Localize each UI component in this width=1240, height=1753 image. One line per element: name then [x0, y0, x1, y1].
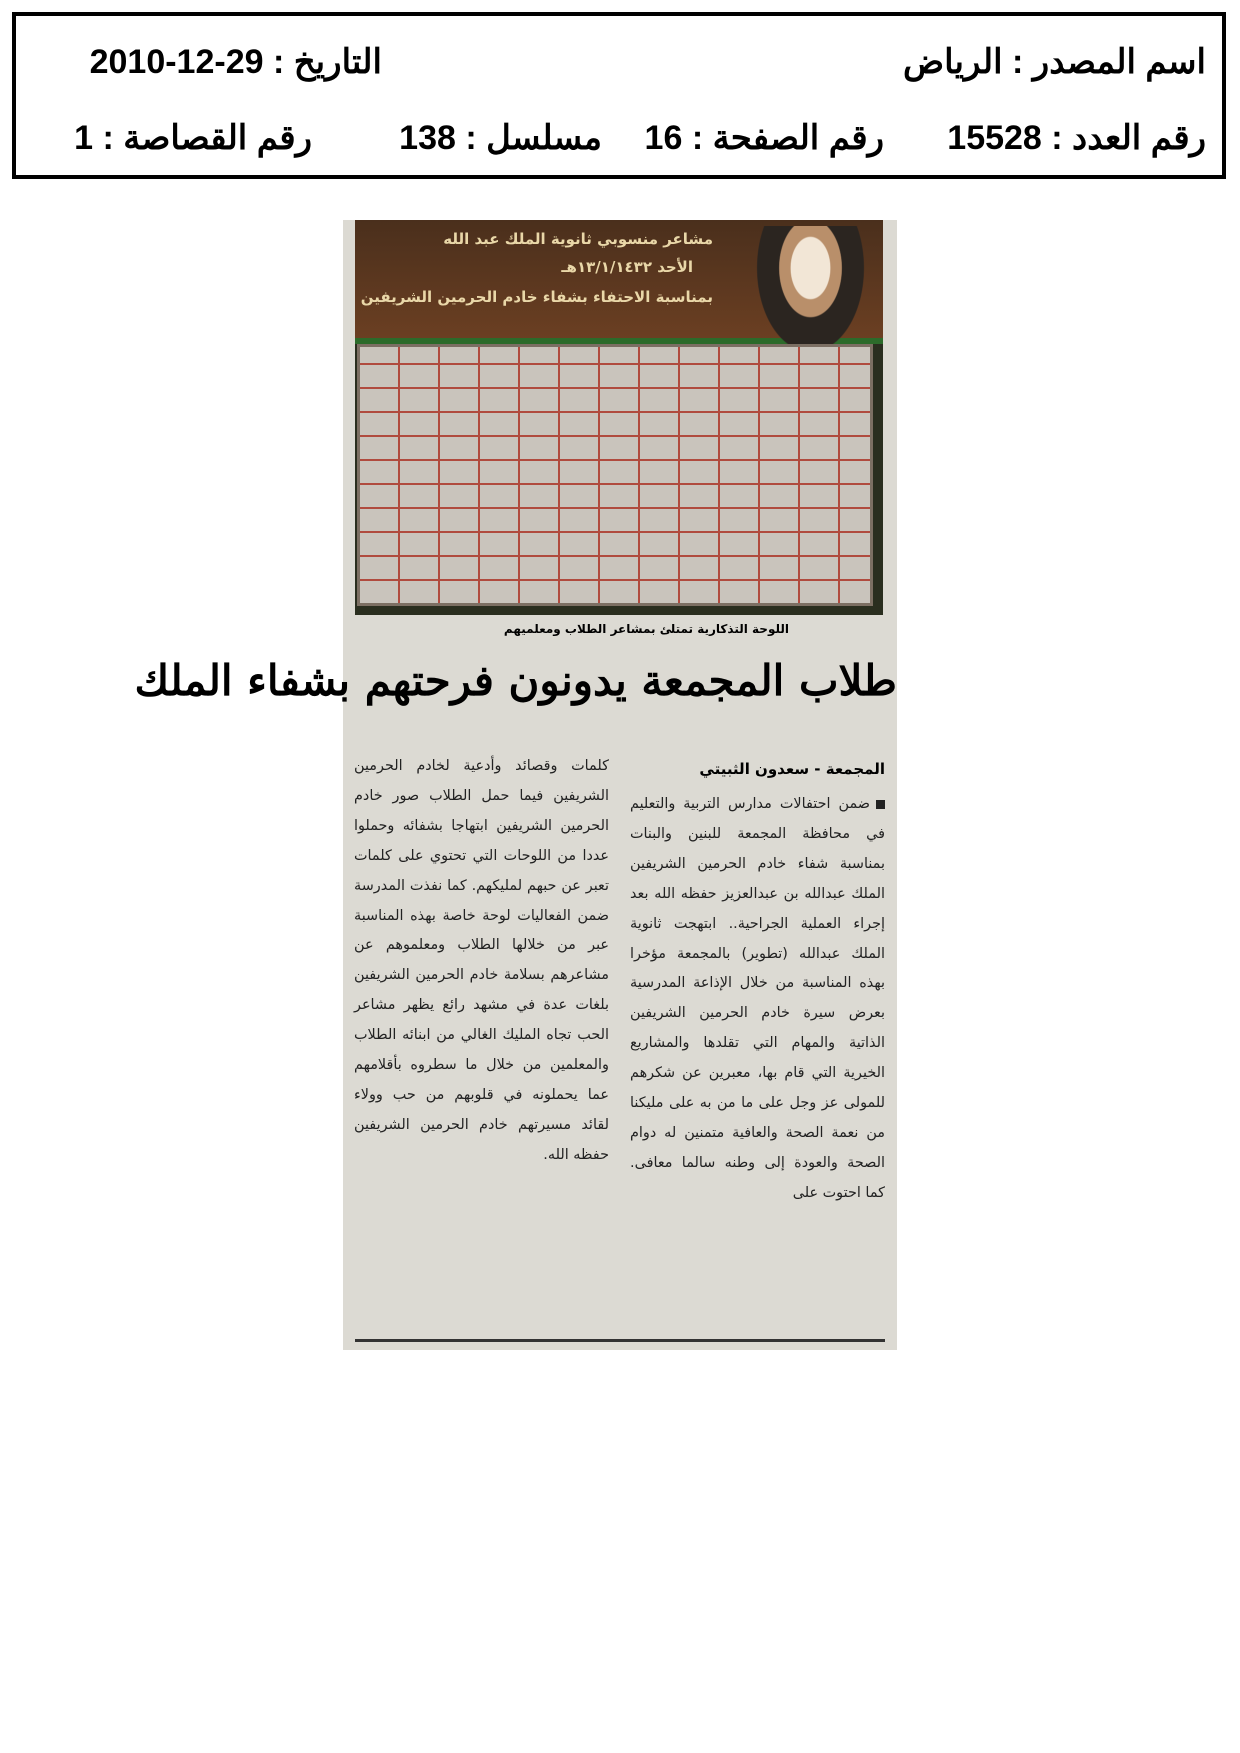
- issue-field: [947, 118, 1206, 158]
- clipping-header: [12, 12, 1226, 179]
- clipping-value: 1: [74, 119, 94, 157]
- banner-line-1: مشاعر منسوبي ثانوية الملك عبد الله: [443, 230, 713, 248]
- serial-field: [399, 118, 602, 158]
- clipping-label: رقم القصاصة :: [102, 119, 312, 157]
- serial-label: مسلسل :: [465, 119, 602, 157]
- date-label: التاريخ :: [272, 43, 382, 81]
- page-label: رقم الصفحة :: [691, 119, 884, 157]
- date-field: [90, 42, 382, 82]
- newspaper-clipping: [134, 220, 897, 1350]
- bottom-rule: [355, 1339, 885, 1342]
- column-left-text: كلمات وقصائد وأدعية لخادم الحرمين الشريفين فيما حمل الطلاب صور خادم الحرمين الشريفين ابتهاجا بشفائه وحملوا عددا من اللوحات التي تحتوي على كلمات تعبر عن حبهم لمليكهم. كما نفذت المدرسة ضمن الفعاليات لوحة خاصة بهذه المناسبة عبر من خلالها الطلاب ومعلموهم عن مشاعرهم بسلامة خادم الحرمين الشريفين بلغات عدة في مشهد رائع يظهر مشاعر الحب تجاه المليك الغالي من ابنائه الطلاب والمعلمين من خلال ما سطروه بأقلامهم عما يحملونه في قلوبهم من حب وولاء لقائد مسيرتهم خادم الحرمين الشريفين حفظه الله.: [354, 758, 609, 1163]
- photo-caption: اللوحة التذكارية تمتلئ بمشاعر الطلاب ومعلميهم: [503, 622, 789, 636]
- article-byline: المجمعة - سعدون الثبيتي: [699, 760, 885, 778]
- issue-label: رقم العدد :: [1051, 119, 1206, 157]
- issue-value: 15528: [947, 119, 1042, 157]
- article-column-right: [630, 790, 885, 1209]
- article-photo: [355, 220, 883, 615]
- source-label: اسم المصدر :: [1012, 43, 1206, 81]
- photo-banner: [355, 220, 883, 344]
- article-headline: طلاب المجمعة يدونون فرحتهم بشفاء الملك: [134, 656, 897, 705]
- source-field: [903, 42, 1206, 82]
- page-field: [645, 118, 884, 158]
- banner-line-3: بمناسبة الاحتفاء بشفاء خادم الحرمين الشريفين: [360, 288, 713, 306]
- column-right-text: ضمن احتفالات مدارس التربية والتعليم في محافظة المجمعة للبنين والبنات بمناسبة شفاء خادم الحرمين الشريفين الملك عبدالله بن عبدالعزيز حفظه الله بعد إجراء العملية الجراحية.. ابتهجت ثانوية الملك عبدالله (تطوير) بالمجمعة مؤخرا بهذه المناسبة من خلال الإذاعة المدرسية بعرض سيرة خادم الحرمين الشريفين الذاتية والمهام التي تقلدها والمشاريع الخيرية التي قام بها، معبرين عن شكرهم للمولى عز وجل على ما من به على مليكنا من نعمة الصحة والعافية متمنين له دوام الصحة والعودة إلى وطنه سالما معافى. كما احتوت على: [630, 796, 885, 1201]
- article-column-left: [354, 752, 609, 1171]
- source-value: الرياض: [903, 43, 1003, 81]
- page-value: 16: [644, 119, 683, 157]
- clipping-field: [74, 118, 312, 158]
- banner-line-2: الأحد ١٣/١/١٤٣٢هـ: [561, 258, 693, 276]
- bullet-icon: [876, 800, 885, 809]
- serial-value: 138: [399, 119, 456, 157]
- date-value: 2010-12-29: [89, 43, 264, 81]
- commemorative-board: [357, 344, 873, 606]
